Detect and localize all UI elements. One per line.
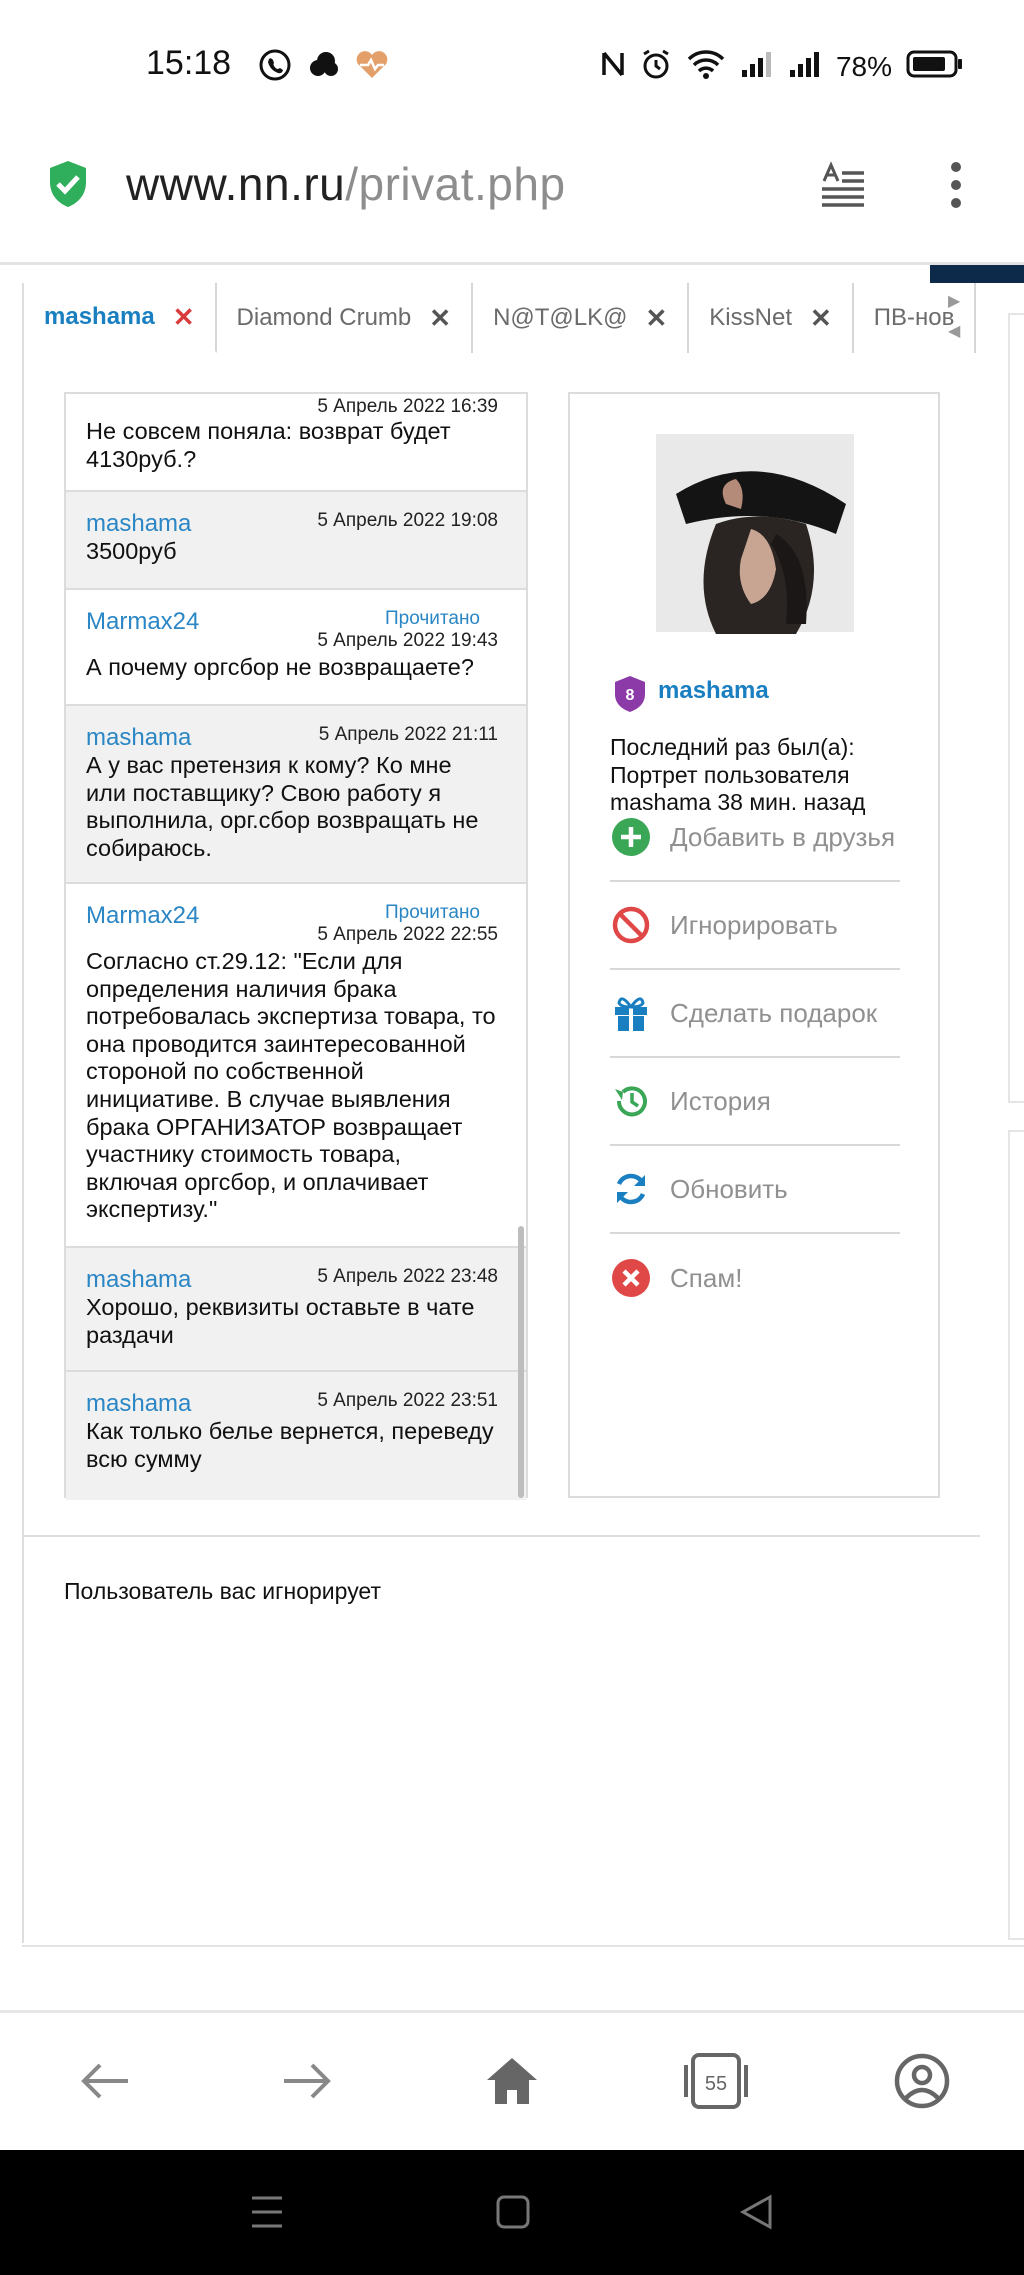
message-author[interactable]: mashama [86, 724, 192, 751]
shield-check-icon[interactable] [46, 159, 90, 214]
message-author[interactable]: Marmax24 [86, 608, 200, 635]
message-item [66, 706, 526, 884]
read-status: Прочитано [385, 902, 480, 923]
message-text: Хорошо, реквизиты оставьте в чате раздачи [86, 1294, 475, 1348]
tab-label: mashama [44, 303, 155, 330]
section-divider [22, 1535, 980, 1537]
cloud-icon [306, 48, 340, 87]
last-seen-text: Последний раз был(а): Портрет пользователя mashama 38 мин. назад [610, 734, 866, 816]
tab-scroll-arrows[interactable] [948, 287, 960, 347]
system-icons [600, 48, 964, 85]
notification-icons [258, 48, 390, 87]
profile-button[interactable] [892, 2053, 952, 2113]
browser-bottom-nav [0, 2010, 1024, 2150]
status-bar [0, 0, 1024, 135]
message-text: Как только белье вернется, переведу всю сумму [86, 1418, 494, 1472]
back-button[interactable] [74, 2053, 134, 2113]
gift-icon [610, 992, 652, 1034]
signal-icon [788, 49, 822, 84]
url-path: /privat.php [345, 158, 566, 210]
action-label: Игнорировать [670, 909, 838, 940]
level-badge [612, 674, 648, 719]
viber-icon [258, 48, 292, 87]
more-menu-icon[interactable] [946, 159, 966, 216]
home-button[interactable] [482, 2053, 542, 2113]
close-icon[interactable]: ✕ [809, 302, 832, 333]
message-text: Согласно ст.29.12: "Если для определения наличия брака потребовалась экспертиза товара, то она проводится заинтересованной стороной по собственной инициативе. В случае выявления брака ОРГАНИЗАТОР возвращает участнику стоимость товара, включая оргсбор, и оплачивает экспертизу." [86, 948, 496, 1223]
arrow-left-icon [78, 2061, 130, 2106]
right-scroll-guide [1008, 1130, 1024, 1940]
tab-label: ПВ-нов [873, 304, 955, 331]
status-time: 15:18 [146, 44, 232, 82]
message-scrollbar[interactable] [518, 1226, 524, 1498]
tab-mashama[interactable] [24, 283, 217, 353]
level-number: 8 [625, 687, 635, 704]
ignore-notice: Пользователь вас игнорирует [64, 1578, 381, 1604]
scroll-right-icon[interactable]: ▶ [948, 293, 961, 310]
avatar[interactable] [656, 434, 854, 632]
page-bottom-border [22, 1945, 1024, 1947]
spam-button[interactable] [610, 1234, 900, 1322]
battery-percent: 78% [835, 50, 892, 82]
add-friend-icon [610, 816, 652, 858]
action-label: Сделать подарок [670, 997, 878, 1028]
tab-label: N@T@LK@ [493, 304, 628, 331]
android-nav-bar [0, 2150, 1024, 2275]
ignore-button[interactable] [610, 882, 900, 970]
message-date: 5 Апрель 2022 23:51 [317, 1390, 498, 1411]
tab-diamond-crumb[interactable] [217, 283, 474, 353]
profile-panel [568, 392, 940, 1498]
site-header-strip [930, 265, 1024, 283]
message-item [66, 492, 526, 590]
message-item [66, 884, 526, 1248]
url-domain: www.nn.ru [126, 158, 346, 210]
message-author[interactable]: mashama [86, 1266, 192, 1293]
signal-icon [740, 49, 774, 84]
message-item [66, 1248, 526, 1372]
tab-kissnet[interactable] [689, 283, 853, 353]
history-icon [610, 1080, 652, 1122]
message-date: 5 Апрель 2022 19:08 [317, 510, 498, 531]
tabs-icon [683, 2053, 749, 2114]
action-label: Обновить [670, 1173, 788, 1204]
address-bar [0, 135, 1024, 265]
action-label: История [670, 1085, 771, 1116]
refresh-icon [610, 1168, 652, 1210]
right-scroll-guide [1008, 313, 1024, 1103]
message-item [66, 590, 526, 706]
back-triangle-icon[interactable] [740, 2194, 774, 2235]
message-text: Не совсем поняла: возврат будет 4130руб.? [86, 418, 451, 472]
home-icon [485, 2056, 539, 2111]
message-item [66, 1372, 526, 1500]
health-icon [354, 48, 390, 87]
message-author[interactable]: mashama [86, 1390, 192, 1417]
alarm-icon [640, 48, 672, 85]
tab-label: KissNet [709, 304, 792, 331]
message-date: 5 Апрель 2022 21:11 [318, 724, 498, 745]
message-date: 5 Апрель 2022 23:48 [317, 1266, 498, 1287]
gift-button[interactable] [610, 970, 900, 1058]
close-icon[interactable]: ✕ [429, 302, 452, 333]
arrow-right-icon [282, 2061, 334, 2106]
tab-label: Diamond Crumb [236, 304, 412, 331]
message-date: 5 Апрель 2022 16:39 [317, 396, 498, 417]
close-icon[interactable]: ✕ [172, 301, 195, 332]
action-label: Спам! [670, 1262, 743, 1293]
message-author[interactable]: Marmax24 [86, 902, 200, 929]
tab-count: 55 [704, 2072, 728, 2095]
spam-icon [610, 1257, 652, 1299]
tab-natalka[interactable] [473, 283, 689, 353]
action-label: Добавить в друзья [670, 821, 896, 852]
account-icon [894, 2053, 950, 2114]
nfc-icon [600, 49, 626, 84]
forward-button[interactable] [278, 2053, 338, 2113]
message-text: А почему оргсбор не возвращаете? [86, 654, 474, 680]
message-text: А у вас претензия к кому? Ко мне или поставщику? Свою работу я выполнила, орг.сбор возвращать не собираюсь. [86, 752, 479, 861]
menu-icon[interactable] [250, 2194, 284, 2235]
message-date: 5 Апрель 2022 22:55 [317, 924, 498, 945]
wifi-icon [686, 48, 726, 85]
page-content [0, 265, 1024, 2010]
message-author[interactable]: mashama [86, 510, 192, 537]
url-field[interactable] [126, 157, 566, 211]
add-friend-button[interactable] [610, 794, 900, 882]
home-square-icon[interactable] [496, 2194, 530, 2235]
message-list[interactable] [64, 392, 528, 1498]
message-item [66, 394, 526, 492]
tabs-button[interactable] [686, 2053, 746, 2113]
close-icon[interactable]: ✕ [645, 302, 668, 333]
refresh-button[interactable] [610, 1146, 900, 1234]
profile-username[interactable]: mashama [658, 677, 769, 704]
ignore-icon [610, 904, 652, 946]
scroll-left-icon[interactable]: ◀ [948, 323, 961, 340]
read-status: Прочитано [385, 608, 480, 629]
reader-mode-icon[interactable] [818, 161, 868, 216]
battery-icon [906, 49, 964, 84]
conversation-tabs [24, 283, 955, 353]
message-text: 3500руб [86, 538, 177, 564]
history-button[interactable] [610, 1058, 900, 1146]
message-date: 5 Апрель 2022 19:43 [317, 630, 498, 651]
